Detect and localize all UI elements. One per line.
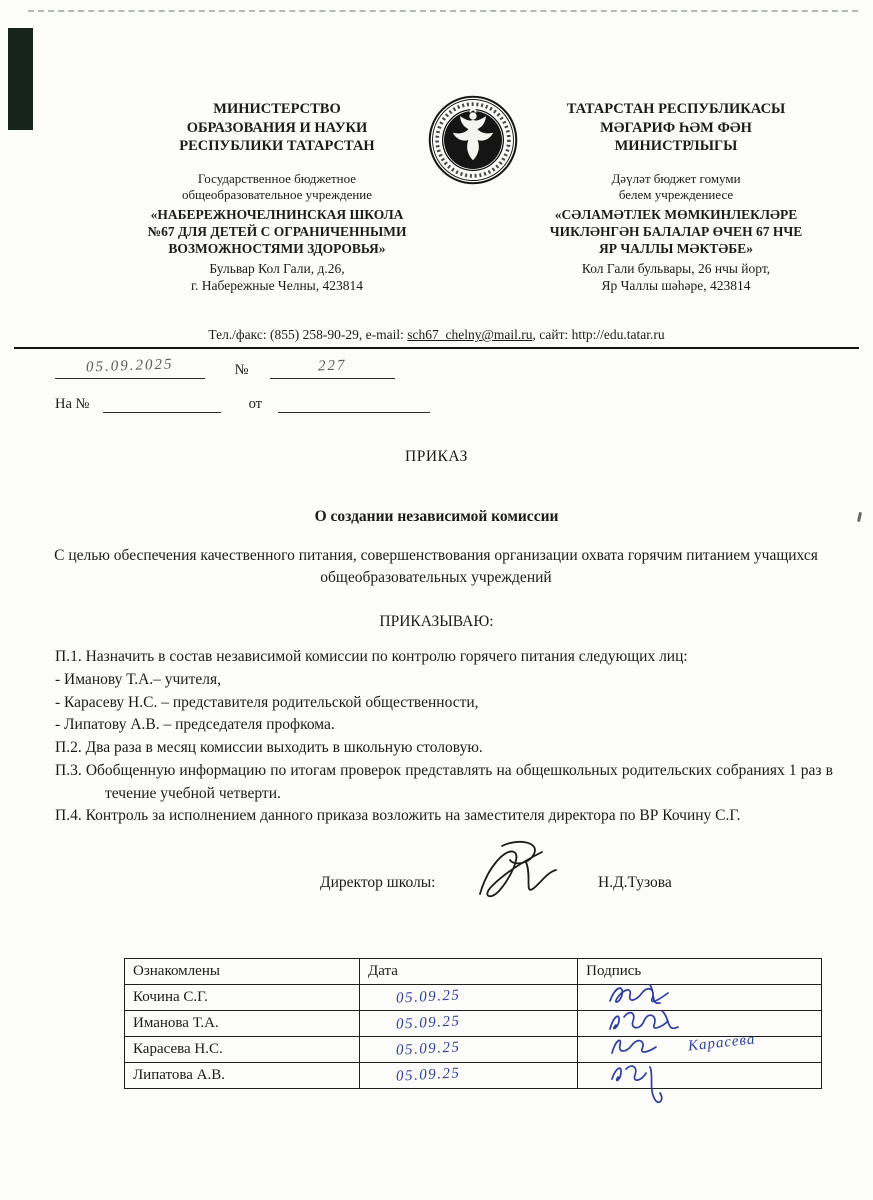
ministry-line: ТАТАРСТАН РЕСПУБЛИКАСЫ xyxy=(566,101,786,117)
col-header-signature: Подпись xyxy=(578,959,822,985)
director-signature-icon xyxy=(468,836,578,912)
org-type-line: Дәүләт бюджет гомуми xyxy=(611,170,741,186)
org-name-line: ВОЗМОЖНОСТЯМИ ЗДОРОВЬЯ» xyxy=(168,241,386,257)
org-name-line: «НАБЕРЕЖНОЧЕЛНИНСКАЯ ШКОЛА xyxy=(150,206,404,222)
table-row xyxy=(125,1011,822,1037)
letterhead-right xyxy=(520,100,832,294)
handwritten-date: 05.09.2025 xyxy=(85,356,174,376)
contact-suffix: , сайт: http://edu.tatar.ru xyxy=(532,327,665,342)
ministry-line: МӘГАРИФ ҺӘМ ФӘН xyxy=(600,119,752,136)
na-label: На № xyxy=(55,396,90,412)
person-name: Иманова Т.А. xyxy=(125,1011,360,1037)
scan-artifact-dashes xyxy=(28,10,858,12)
order-item: - Липатову А.В. – председателя профкома. xyxy=(55,716,335,734)
person-name: Карасева Н.С. xyxy=(125,1037,360,1063)
org-name-line: «СӘЛАМӘТЛЕК МӨМКИНЛЕКЛӘРЕ xyxy=(554,206,798,222)
org-type-line: Государственное бюджетное xyxy=(197,170,357,186)
order-item: - Иманову Т.А.– учителя, xyxy=(55,670,221,688)
number-label: № xyxy=(234,362,249,378)
ministry-line: РЕСПУБЛИКИ ТАТАРСТАН xyxy=(179,138,375,155)
order-item: - Карасеву Н.С. – представителя родительской общественности, xyxy=(55,693,479,711)
letterhead-left xyxy=(128,100,426,294)
table-header-row xyxy=(125,959,822,985)
person-name: Липатова А.В. xyxy=(125,1063,360,1089)
table-row xyxy=(125,1063,822,1089)
handwritten-date: 05.09.25 xyxy=(395,1065,461,1085)
contact-line xyxy=(0,327,873,343)
org-name-line: ЯР ЧАЛЛЫ МӘКТӘБЕ» xyxy=(599,241,753,257)
handwritten-date: 05.09.25 xyxy=(395,1039,461,1059)
col-header-acknowledged: Ознакомлены xyxy=(125,959,360,985)
director-signature-label: Директор школы: xyxy=(320,874,436,891)
org-type-line: общеобразовательное учреждение xyxy=(181,187,373,203)
ot-label: от xyxy=(248,396,263,412)
decree-word: ПРИКАЗЫВАЮ: xyxy=(379,613,494,630)
handwritten-date: 05.09.25 xyxy=(395,1013,461,1033)
address-line: Бульвар Кол Гали, д.26, xyxy=(209,260,345,276)
order-item: П.4. Контроль за исполнением данного приказа возложить на заместителя директора по ВР Кочину С.Г. xyxy=(55,807,741,825)
handwritten-date: 05.09.25 xyxy=(395,987,461,1007)
official-round-seal-icon xyxy=(427,94,519,186)
ministry-line: МИНИСТЕРСТВО xyxy=(213,101,341,117)
acknowledgement-table xyxy=(124,958,822,1089)
contact-prefix: Тел./факс: (855) 258-90-29, e-mail: xyxy=(208,327,408,342)
requisites-reference xyxy=(55,392,430,413)
order-items xyxy=(55,646,833,828)
signature-cell xyxy=(578,1063,822,1089)
table-row xyxy=(125,1037,822,1063)
signature-cell xyxy=(578,1031,822,1063)
signature-icon xyxy=(606,981,676,1009)
ministry-line: ОБРАЗОВАНИЯ И НАУКИ xyxy=(186,119,368,136)
org-name-line: №67 ДЛЯ ДЕТЕЙ С ОГРАНИЧЕННЫМИ xyxy=(147,224,407,240)
ministry-line: МИНИСТРЛЫГЫ xyxy=(614,138,738,155)
requisites-date-number xyxy=(55,358,395,379)
order-item: П.3. Обобщенную информацию по итогам проверок представлять на общешкольных родительских собраниях 1 раз в течение учебной четверти. xyxy=(55,761,833,802)
person-name: Кочина С.Г. xyxy=(125,985,360,1011)
order-preamble: С целью обеспечения качественного питания, совершенствования организации охвата горячим питанием учащихся общеобразовательных учреждений xyxy=(54,547,818,586)
signature-icon xyxy=(606,1061,676,1105)
letterhead-divider xyxy=(14,347,859,349)
address-line: Кол Гали бульвары, 26 нчы йорт, xyxy=(581,260,771,276)
scan-artifact-corner xyxy=(8,28,33,130)
signature-icon xyxy=(606,1033,666,1059)
order-subject: О создании независимой комиссии xyxy=(314,508,559,525)
address-line: г. Набережные Челны, 423814 xyxy=(191,277,363,293)
table-row xyxy=(125,985,822,1011)
address-line: Яр Чаллы шәһәре, 423814 xyxy=(601,277,751,293)
email-link[interactable]: sch67_chelny@mail.ru xyxy=(407,327,533,342)
director-name: Н.Д.Тузова xyxy=(598,874,672,891)
order-title: ПРИКАЗ xyxy=(405,448,468,465)
handwritten-number: 227 xyxy=(318,357,348,375)
col-header-date: Дата xyxy=(359,959,577,985)
order-item: П.2. Два раза в месяц комиссии выходить в школьную столовую. xyxy=(55,739,483,757)
order-item: П.1. Назначить в состав независимой комиссии по контролю горячего питания следующих лиц: xyxy=(55,648,688,665)
org-name-line: ЧИКЛӘНГӘН БАЛАЛАР ӨЧЕН 67 НЧЕ xyxy=(549,224,803,240)
handwritten-surname: Карасева xyxy=(687,1031,757,1055)
org-type-line: белем учреждениесе xyxy=(618,187,734,203)
